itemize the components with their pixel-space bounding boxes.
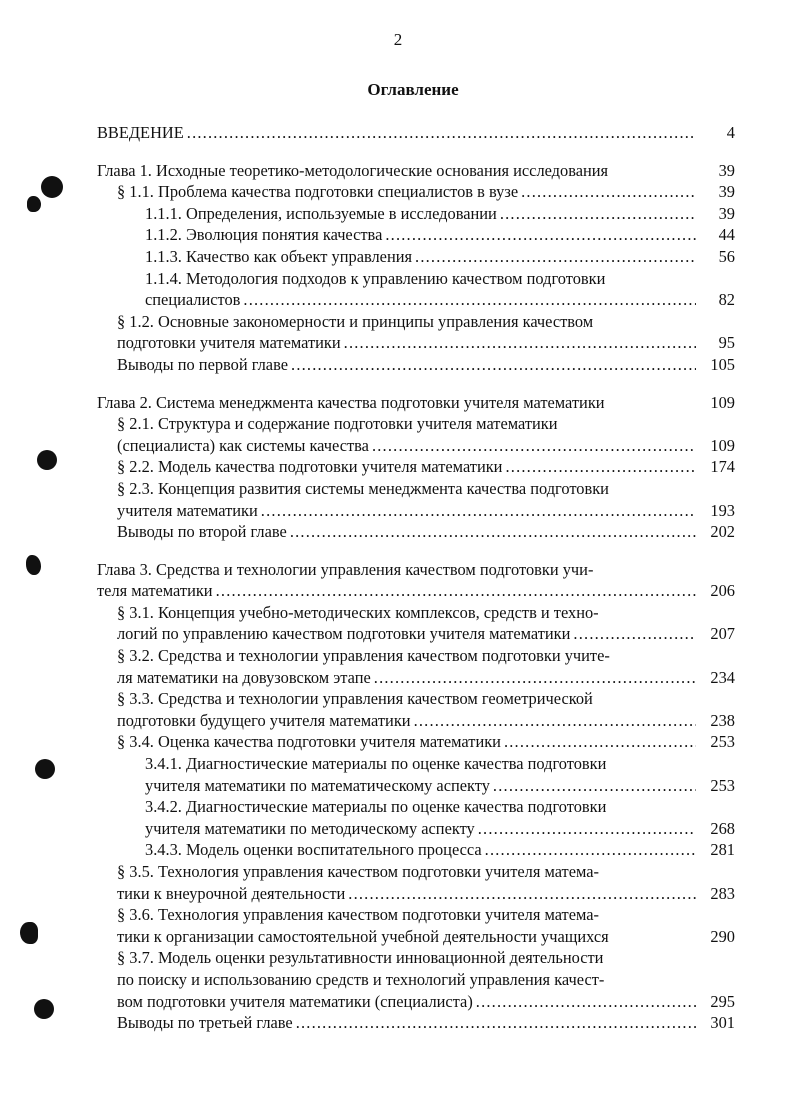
toc-page: 234 bbox=[710, 667, 735, 687]
dot-leader bbox=[385, 224, 696, 246]
toc-entry-chapter-2 bbox=[97, 392, 735, 414]
toc-label: подготовки учителя математики bbox=[117, 333, 341, 353]
toc-entry-3-4 bbox=[97, 731, 735, 753]
toc-entry-3-1 bbox=[97, 623, 735, 645]
toc-label: ВВЕДЕНИЕ bbox=[97, 123, 184, 142]
toc-entry-3-4-2-line1: 3.4.2. Диагностические материалы по оценке качества подготовки bbox=[145, 797, 607, 817]
toc-entry-3-3-line1: § 3.3. Средства и технологии управления качеством геометрической bbox=[117, 689, 593, 709]
dot-leader bbox=[243, 289, 696, 311]
toc-label: § 3.4. Оценка качества подготовки учителя математики bbox=[117, 732, 501, 752]
toc-label: 1.1.2. Эволюция понятия качества bbox=[145, 225, 383, 245]
toc-page: 202 bbox=[710, 522, 735, 542]
dot-leader bbox=[216, 580, 696, 602]
toc-entry-3-6 bbox=[97, 926, 735, 948]
toc-page: 39 bbox=[718, 182, 735, 202]
toc-page: 95 bbox=[718, 333, 735, 353]
dot-leader bbox=[485, 839, 696, 861]
toc-entry-3-5 bbox=[97, 883, 735, 905]
dot-leader bbox=[476, 991, 696, 1013]
toc-entry-1-1-4 bbox=[97, 289, 735, 311]
toc-entry-3-5-line1: § 3.5. Технология управления качеством подготовки учителя матема- bbox=[117, 862, 599, 881]
toc-entry-1-2 bbox=[97, 332, 735, 354]
toc-page: 109 bbox=[710, 435, 735, 455]
dot-leader bbox=[415, 246, 696, 268]
toc-page: 4 bbox=[726, 123, 735, 142]
dot-leader bbox=[291, 354, 696, 376]
dot-leader bbox=[374, 667, 696, 689]
dot-leader bbox=[478, 818, 696, 840]
toc-entry-2-2 bbox=[97, 456, 735, 478]
toc-page: 301 bbox=[710, 1013, 735, 1033]
toc-label: Глава 2. Система менеджмента качества подготовки учителя математики bbox=[97, 392, 605, 412]
toc-label: Выводы по третьей главе bbox=[117, 1013, 293, 1033]
toc-page: 109 bbox=[710, 392, 735, 412]
toc-page: 56 bbox=[718, 246, 735, 266]
toc-label: Выводы по первой главе bbox=[117, 354, 289, 374]
toc-entry-ch1-conclusions bbox=[97, 354, 735, 376]
toc-page: 39 bbox=[718, 203, 735, 223]
toc-entry-1-1-1 bbox=[97, 203, 735, 225]
dot-leader bbox=[500, 203, 696, 225]
toc-entry-3-3 bbox=[97, 710, 735, 732]
toc-entry-chapter-3-line1: Глава 3. Средства и технологии управления качеством подготовки учи- bbox=[97, 559, 594, 579]
toc-entry-1-1 bbox=[97, 181, 735, 203]
toc-page: 295 bbox=[710, 991, 735, 1011]
dot-leader bbox=[521, 181, 696, 203]
dot-leader bbox=[296, 1012, 696, 1034]
toc-page: 253 bbox=[710, 732, 735, 752]
toc-page: 283 bbox=[710, 883, 735, 903]
toc-label: тики к внеурочной деятельности bbox=[117, 883, 346, 903]
punch-hole-mark bbox=[26, 555, 41, 575]
toc-label: подготовки будущего учителя математики bbox=[117, 710, 411, 730]
toc-page: 193 bbox=[710, 500, 735, 520]
toc-label: Глава 1. Исходные теоретико-методологические основания исследования bbox=[97, 160, 609, 180]
toc-entry-3-7-line2: по поиску и использованию средств и технологий управления качест- bbox=[117, 969, 605, 989]
toc-entry-3-2 bbox=[97, 667, 735, 689]
punch-hole-mark bbox=[20, 922, 38, 944]
toc-entry-2-1-line1: § 2.1. Структура и содержание подготовки учителя математики bbox=[117, 414, 558, 434]
toc-page: 207 bbox=[710, 624, 735, 644]
toc-page: 44 bbox=[718, 225, 735, 245]
toc-label: 3.4.3. Модель оценки воспитательного процесса bbox=[145, 840, 482, 860]
toc-label: логий по управлению качеством подготовки учителя математики bbox=[117, 624, 571, 644]
toc-entry-3-4-3 bbox=[97, 839, 735, 861]
punch-hole-mark bbox=[27, 196, 41, 212]
toc-label: ля математики на довузовском этапе bbox=[117, 667, 371, 687]
dot-leader bbox=[493, 775, 696, 797]
toc-entry-3-7-line1: § 3.7. Модель оценки результативности инновационной деятельности bbox=[117, 948, 604, 968]
dot-leader bbox=[573, 623, 696, 645]
toc-label: 1.1.3. Качество как объект управления bbox=[145, 246, 413, 266]
dot-leader bbox=[505, 456, 696, 478]
toc-entry-ch2-conclusions bbox=[97, 521, 735, 543]
dot-leader bbox=[290, 521, 696, 543]
toc-page: 253 bbox=[710, 775, 735, 795]
toc-page: 238 bbox=[710, 710, 735, 730]
toc-label: 1.1.1. Определения, используемые в исследовании bbox=[145, 203, 497, 223]
toc-entry-ch3-conclusions bbox=[97, 1012, 735, 1034]
toc-page: 82 bbox=[718, 290, 735, 310]
toc-label: специалистов bbox=[145, 290, 241, 310]
toc-entry-1-1-2 bbox=[97, 224, 735, 246]
punch-hole-mark bbox=[37, 450, 57, 470]
toc-entry-3-2-line1: § 3.2. Средства и технологии управления качеством подготовки учите- bbox=[117, 646, 610, 666]
toc-label: теля математики bbox=[97, 581, 213, 601]
toc-entry-3-7 bbox=[97, 991, 735, 1013]
table-of-contents bbox=[97, 122, 735, 1034]
toc-entry-chapter-1 bbox=[97, 160, 735, 182]
punch-hole-mark bbox=[34, 999, 54, 1019]
dot-leader bbox=[414, 710, 696, 732]
toc-label: § 1.1. Проблема качества подготовки специалистов в вузе bbox=[117, 182, 519, 202]
toc-page: 290 bbox=[710, 926, 735, 946]
toc-entry-2-1 bbox=[97, 435, 735, 457]
toc-entry-1-1-3 bbox=[97, 246, 735, 268]
toc-entry-3-4-2 bbox=[97, 818, 735, 840]
toc-entry-intro bbox=[97, 122, 735, 144]
dot-leader bbox=[344, 332, 696, 354]
toc-page: 39 bbox=[718, 160, 735, 180]
toc-entry-1-2-line1: § 1.2. Основные закономерности и принципы управления качеством bbox=[117, 311, 594, 331]
toc-entry-3-6-line1: § 3.6. Технология управления качеством подготовки учителя матема- bbox=[117, 905, 599, 925]
dot-leader bbox=[372, 435, 696, 457]
dot-leader bbox=[261, 500, 696, 522]
toc-entry-chapter-3 bbox=[97, 580, 735, 602]
punch-hole-mark bbox=[41, 176, 63, 198]
toc-title: Оглавление bbox=[367, 80, 459, 99]
toc-label: учителя математики bbox=[117, 500, 258, 520]
toc-label: учителя математики по методическому аспекту bbox=[145, 818, 475, 838]
toc-label: Выводы по второй главе bbox=[117, 522, 287, 542]
toc-page: 174 bbox=[710, 457, 735, 477]
toc-entry-2-3-line1: § 2.3. Концепция развития системы менеджмента качества подготовки bbox=[117, 478, 609, 498]
page-number: 2 bbox=[393, 30, 403, 49]
dot-leader bbox=[348, 883, 696, 905]
toc-label: § 2.2. Модель качества подготовки учителя математики bbox=[117, 457, 503, 477]
toc-page: 206 bbox=[710, 581, 735, 601]
dot-leader bbox=[187, 122, 696, 144]
toc-label: вом подготовки учителя математики (специалиста) bbox=[117, 991, 473, 1011]
toc-entry-3-4-1 bbox=[97, 775, 735, 797]
toc-entry-1-1-4-line1: 1.1.4. Методология подходов к управлению качеством подготовки bbox=[145, 268, 606, 288]
toc-label: учителя математики по математическому аспекту bbox=[145, 775, 490, 795]
toc-label: тики к организации самостоятельной учебной деятельности учащихся bbox=[117, 926, 609, 946]
dot-leader bbox=[504, 731, 696, 753]
toc-entry-2-3 bbox=[97, 500, 735, 522]
punch-hole-mark bbox=[35, 759, 55, 779]
toc-label: (специалиста) как системы качества bbox=[117, 435, 369, 455]
toc-page: 105 bbox=[710, 354, 735, 374]
toc-entry-3-1-line1: § 3.1. Концепция учебно-методических комплексов, средств и техно- bbox=[117, 602, 599, 622]
toc-entry-3-4-1-line1: 3.4.1. Диагностические материалы по оценке качества подготовки bbox=[145, 754, 607, 774]
toc-page: 281 bbox=[710, 840, 735, 860]
toc-page: 268 bbox=[710, 818, 735, 838]
